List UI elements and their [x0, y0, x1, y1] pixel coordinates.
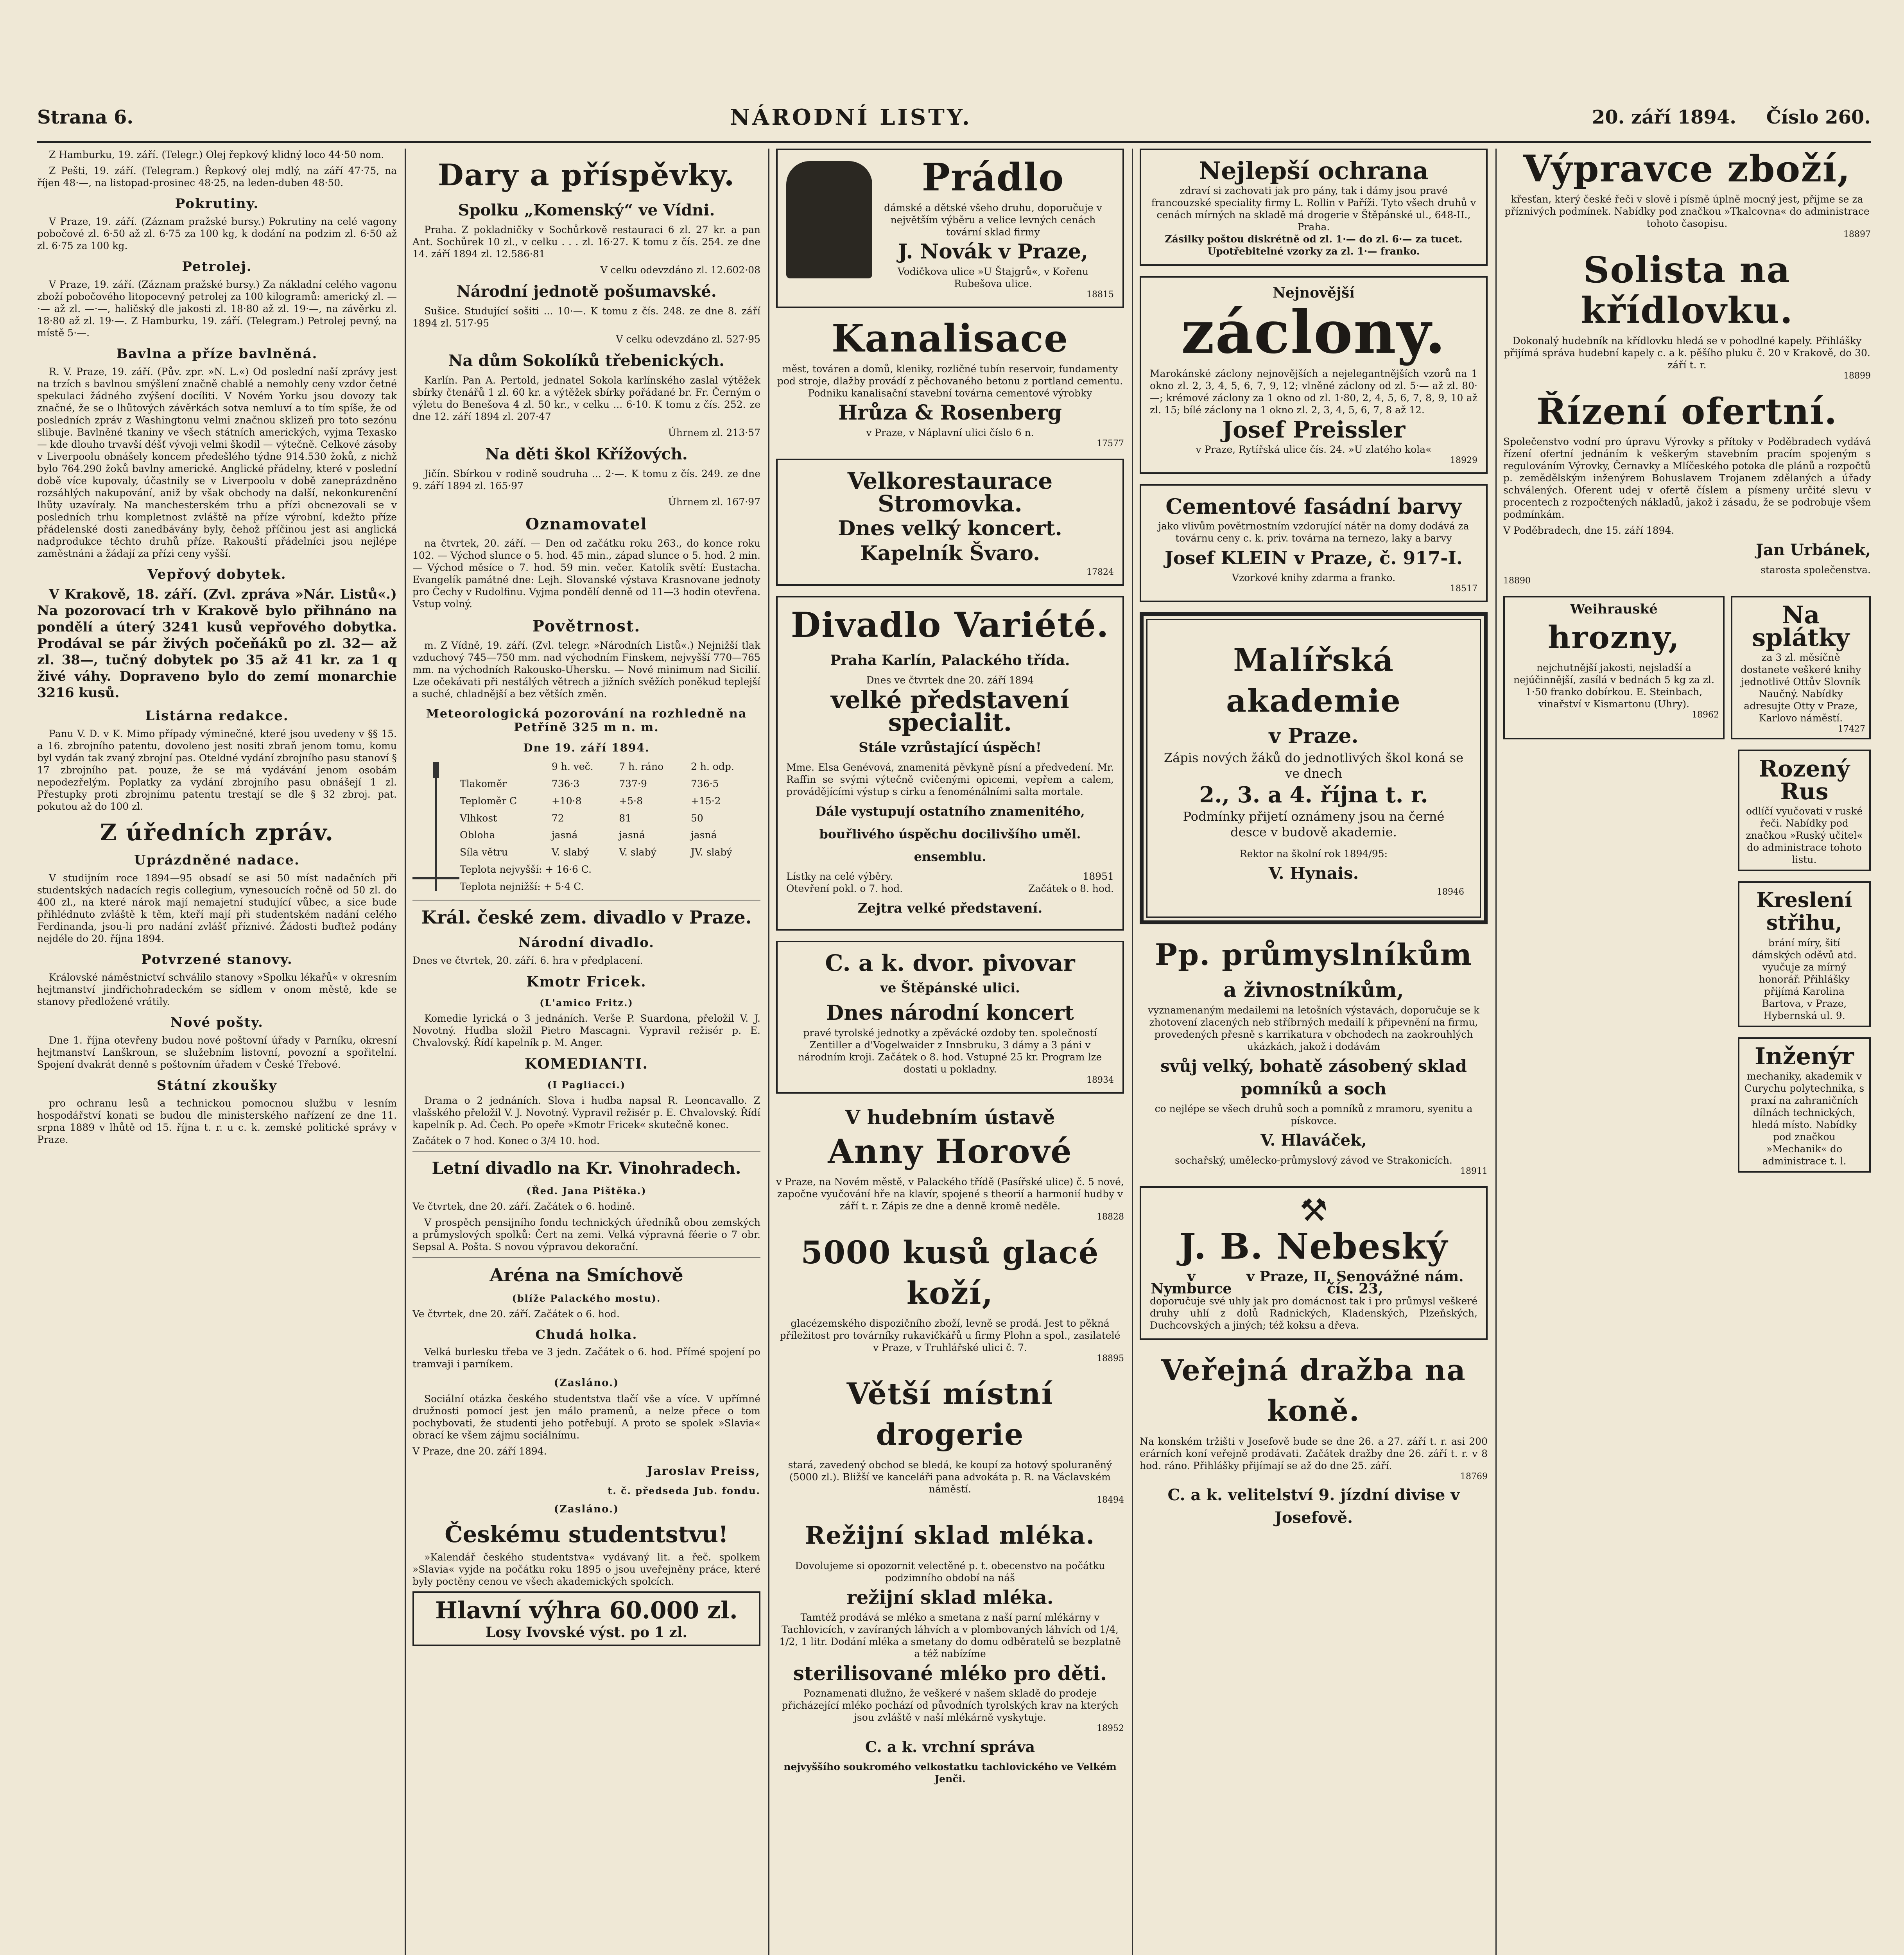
ad-strih: [1738, 881, 1871, 1027]
ad-title: Na splátky: [1752, 601, 1850, 652]
ad-text: V Poděbradech, dne 15. září 1894.: [1503, 525, 1675, 536]
market-report: V Praze, 19. září. (Záznam pražské bursy.) Pokrutiny na celé vagony pobočové zl. 6·50 až zl. 6·75 za 100 kg, k dodání na podzim zl. 6·50 až zl. 6·75 za 100 kg.: [37, 216, 397, 251]
ad-signature-text: nejvyššího soukromého velkostatku tachlovického ve Velkém Jenči.: [783, 1761, 1117, 1785]
ad-text: v Praze, na Novém městě, v Palackého třídě (Pasířské ulice) č. 5 nové, započne vyučování hře na klavír, spojené s theorií a harmonií hudby v září t. r. Zápis ze dne a denně kromě neděle.: [776, 1176, 1124, 1212]
ad-title: záclony.: [1181, 298, 1446, 367]
ad-text: Společenstvo vodní pro úpravu Výrovky s přítoky v Poděbradech vydává řízení ofertní jednáním k veškerým stavebním pracím spojeným s regulováním Výrovky, Černavky a Mlíčeského potoka dle plánů a rozpočtů p. zemědělským inženýrem Bohuslavem Trojanem zdělaných a úřady schválených. Oferent udej v ofertě číslem a písmeny určité slevu v procentech z rozpočtených nákladů, jakož i zásadu, že se podrobuje všem podmínkám.: [1503, 436, 1871, 520]
column-rule: [405, 149, 406, 1955]
column-5: [1503, 149, 1871, 1955]
ad-pradlo: [776, 149, 1124, 308]
ad-title: hrozny,: [1548, 619, 1680, 656]
table-cell: Teplota nejnižší: + 5·4 C.: [460, 881, 584, 892]
ad-title: 5000 kusů glacé koží,: [801, 1234, 1099, 1311]
masthead-title: NÁRODNÍ LISTY.: [730, 104, 972, 130]
ad-number: 18911: [1460, 1166, 1488, 1176]
column-header: 2 h. odp.: [691, 761, 734, 773]
issue-number: Číslo 260.: [1766, 106, 1871, 128]
column-rule: [1132, 149, 1133, 1955]
ad-title: Výpravce zboží,: [1523, 149, 1851, 190]
ad-title: Režijní sklad mléka.: [805, 1521, 1095, 1550]
ad-subtitle: Stále vzrůstající úspěch!: [859, 740, 1042, 755]
table-cell: +5·8: [619, 795, 643, 807]
ad-info: Začátek o 8. hod.: [1028, 883, 1114, 894]
market-report: V Krakově, 18. září. (Zvl. zpráva »Nár. Listů«.) Na pozorovací trh v Krakově bylo přihnáno na pondělí a úterý 3241 kusů vepřového dobytka. Prodával se pár živých počeňáků po zl. 32— až zl. 38—, tučný dobytek po 35 až 41 kr. za 1 q živé váhy. Dopraveno bylo do zemí monarchie 3216 kusů.: [37, 586, 397, 701]
ad-title: Divadlo Variété.: [791, 604, 1110, 645]
ad-title: J. B. Nebeský: [1179, 1226, 1449, 1267]
ad-text: pravé tyrolské jednotky a zpěvácké ozdoby ten. společností Zentiller a d'Vogelwaider z Innsbruku, 3 dámy a 3 páni v národním kroji. Začátek o 8. hod. Vstupné 25 kr. Program lze dostati u pokladny.: [798, 1027, 1102, 1075]
ad-firm: Josef Preissler: [1222, 416, 1406, 443]
subsection-heading: Nové pošty.: [170, 1015, 264, 1030]
lottery-ad: [412, 1591, 760, 1646]
ad-akademie: [1140, 612, 1488, 924]
ad-firm: J. Novák v Praze,: [898, 240, 1088, 264]
ad-text: Poznamenati dlužno, že veškeré v našem skladě do prodeje přicházející mléko pochází od původních tyrolských krav na kterých jsou zvláště v naší mlékárně vyskytuje.: [782, 1688, 1119, 1723]
table-cell: 736·5: [691, 778, 719, 790]
ad-zaclony: [1140, 276, 1488, 474]
ad-solista: [1503, 249, 1871, 381]
row-label: Tlakoměr: [460, 778, 507, 790]
donation-total: Úhrnem zl. 213·57: [668, 427, 760, 438]
ad-subtitle: Dnes velký koncert.: [838, 517, 1062, 540]
divider: [412, 1151, 760, 1152]
ad-vypravce: [1503, 149, 1871, 239]
ad-inzenyr: [1738, 1037, 1871, 1173]
weather-report: m. Z Vídně, 19. září. (Zvl. telegr. »Národních Listů«.) Nejnižší tlak vzduchový 745—750 mm. nad východním Finskem, nejvyšší 770—765 mm. na východních Rakousko-Uhersku. — Nové minimum nad Sicilií. Lze očekávati při nestálých větrech a jižních svěžích poněkud teplejší a suché, chladnější a bez větších změn.: [412, 640, 760, 699]
ad-signature: V. Hynais.: [1268, 864, 1359, 883]
ad-location: v Nymburce: [1151, 1268, 1232, 1297]
donation-heading: Národní jednotě pošumavské.: [456, 282, 717, 301]
donation-heading: Spolku „Komenský“ ve Vídni.: [458, 201, 715, 219]
table-row: [459, 861, 760, 878]
ad-name: Anny Horové: [828, 1132, 1072, 1171]
ad-firm: Josef KLEIN v Praze, č. 917-I.: [1165, 547, 1463, 569]
column-header: 7 h. ráno: [619, 761, 664, 773]
ad-number: 18517: [1450, 584, 1477, 594]
ad-title: Veřejná dražba na koně.: [1161, 1354, 1466, 1428]
ad-signature-role: starosta společenstva.: [1761, 564, 1871, 576]
ad-subtitle: sterilisované mléko pro děti.: [793, 1662, 1107, 1685]
ad-text: Vzorkové knihy zdarma a franko.: [1232, 572, 1396, 583]
ad-text: Dovolujeme si opozornit velectěné p. t. obecenstvo na počátku podzimního období na náš: [795, 1560, 1105, 1584]
ad-text: Zápis nových žáků do jednotlivých škol koná se ve dnech: [1164, 750, 1464, 781]
ad-line: Dnes ve čtvrtek dne 20. září 1894: [866, 674, 1034, 686]
theatre-heading: Letní divadlo na Kr. Vinohradech.: [432, 1159, 741, 1178]
ad-hrozny: [1503, 596, 1725, 739]
column-2: [412, 149, 760, 1955]
table-cell: V. slabý: [551, 847, 589, 858]
ad-signature: Jan Urbánek,: [1756, 541, 1871, 559]
ad-pivovar: [776, 941, 1124, 1094]
donation-entry: Sušice. Studující sošiti ... 10·—. K tomu z čís. 248. ze dne 8. září 1894 zl. 517·95: [412, 305, 760, 329]
ads-row: [1503, 596, 1871, 750]
ad-location: v Praze, II, Senovážné nám. čís. 23,: [1246, 1268, 1464, 1297]
ad-text: Na konském tržišti v Josefově bude se dne 26. a 27. září t. r. asi 200 erárních koní veřejně prodávati. Začátek dražby dne 26. září t. r. v 8 hod. ráno. Přihlášky přijímají se až do dne 25. září.: [1140, 1436, 1488, 1471]
ad-splatky: [1731, 596, 1871, 739]
ad-number: 18946: [1437, 887, 1464, 897]
page-number: Strana 6.: [37, 106, 134, 128]
table-header-row: [459, 758, 760, 775]
ad-text: jako vlivům povětrnostním vzdorující nátěr na domy dodává za továrnu ceny c. k. priv. továrna na ternezo, laky a barvy: [1158, 520, 1469, 544]
petrin-tower-illustration: [412, 762, 459, 891]
ad-text: Mme. Elsa Genévová, znamenitá pěvkyně písní a předvedení. Mr. Raffin se svými výtečně cvičenými opicemi, vepřem a calem, provádějícími výstup s cirku a fenoménálními salta mortale.: [786, 762, 1114, 797]
donation-heading: Na dům Sokolíků třebenických.: [448, 352, 725, 370]
ad-title: Řízení ofertní.: [1536, 391, 1838, 432]
ad-address: v Praze, Rytířská ulice čís. 24. »U zlatého kola«: [1196, 444, 1432, 455]
ad-prumyslnikum: [1140, 934, 1488, 1176]
ad-number: 17824: [1086, 567, 1114, 577]
ad-nebesky: [1140, 1186, 1488, 1340]
table-cell: 737·9: [619, 778, 647, 790]
donation-total: Úhrnem zl. 167·97: [668, 496, 760, 508]
ad-text: stará, zavedený obchod se bledá, ke koupí za hotový spoluraněný (5000 zl.). Bližší ve kanceláři pana advokáta p. R. na Václavském náměstí.: [788, 1459, 1112, 1495]
play-description: Velká burlesku třeba ve 3 jedn. Začátek o 6. hod. Přímé spojení po tramvaji i parníkem.: [412, 1346, 760, 1370]
theatre-line: Dnes ve čtvrtek, 20. září. 6. hra v předplacení.: [412, 955, 643, 966]
table-cell: jasná: [551, 829, 578, 841]
header-right: [1569, 106, 1871, 128]
ad-signature: C. a k. vrchní správa: [865, 1738, 1035, 1756]
ad-hudebni-ustav: [776, 1104, 1124, 1222]
ad-number: 18895: [1097, 1354, 1124, 1363]
ad-subtitle: a živnostníkům,: [1223, 978, 1404, 1002]
ad-text: glacézemského dispozičního zboží, levně se prodá. Jest to pěkná příležitost pro továrníky rukavičkářů u firmy Plohn a spol., zasilatelé v Praze, v Truhlářské ulici č. 7.: [780, 1318, 1121, 1353]
play-subtitle: (L'amico Fritz.): [540, 997, 633, 1008]
section-heading: Dary a příspěvky.: [437, 158, 735, 192]
ad-title: Prádlo: [922, 155, 1065, 199]
market-report: Z Pešti, 19. září. (Telegram.) Řepkový olej mdlý, na září 47·75, na říjen 48·—, na listopad-prosinec 48·25, na leden-duben 48·50.: [37, 165, 397, 188]
ad-number: 17577: [1097, 439, 1124, 448]
play-description: Drama o 2 jednáních. Slova i hudba napsal R. Leoncavallo. Z vlašského přeložil V. J. Novotný. Vypravil režisér p. E. Chvalovský. Řídí kapelník p. Ad. Čech. Po opeře »Kmotr Fricek« skutečně konec.: [412, 1095, 760, 1130]
signature-role: t. č. předseda Jub. fondu.: [608, 1485, 760, 1496]
meteo-date: Dne 19. září 1894.: [523, 741, 650, 754]
table-row: [459, 844, 760, 861]
subsection-heading: Státní zkoušky: [156, 1078, 278, 1093]
section-heading: Pokrutiny.: [175, 196, 259, 212]
ad-title: Velkorestaurace Stromovka.: [847, 468, 1053, 517]
ad-kanalisace: [776, 318, 1124, 448]
column-header: 9 h. več.: [551, 761, 593, 773]
theatre-line: Ve čtvrtek, dne 20. září. Začátek o 6. hodině.: [412, 1201, 635, 1212]
ad-number: 18934: [1086, 1075, 1114, 1085]
table-cell: +10·8: [551, 795, 582, 807]
market-report: V Praze, 19. září. (Záznam pražské bursy.) Za nákladní celého vagonu zboží pobočového litopocevný petrolej za 100 kilogramů: americký zl. —·— až zl. —·—, haličský dle jakosti zl. 18·80 až zl. 19·—, na závěrku zl. 18·80 až zl. 19·—. Z Hamburku, 19. září. (Telegram.) Petrolej pevný, na místě 5·—.: [37, 279, 397, 339]
editorial-note: Panu V. D. v K. Mimo případy výminečné, které jsou uvedeny v §§ 15. a 16. zbrojního patentu, dovoleno jest nositi zbraň jenom tomu, komu byl vydán tak zvaný zbrojní pas. Oteldné vydání zbrojního pasu stanoví § 17 zbrojního pat. pouze, že se má vydávání jenom osobám nepodezřelým. Poplatky za vydání zbrojního pasu obnášejí 1 zl. Přestupky proti zbrojnímu patentu trestají se dle § 32 zbroj. pat. pokutou až do 100 zl.: [37, 728, 397, 812]
donation-heading: Na děti škol Křížových.: [485, 445, 688, 463]
ad-title: Větší místní drogerie: [846, 1376, 1054, 1452]
donation-entry: Praha. Z pokladničky v Sochůrkově restauraci 6 zl. 27 kr. a pan Ant. Sochůrek 10 zl., v celku . . . zl. 16·27. K tomu z čís. 254. ze dne 14. září 1894 zl. 12.586·81: [412, 224, 760, 260]
ad-title: Kanalisace: [831, 318, 1069, 361]
column-rule: [768, 149, 769, 1955]
table-cell: +15·2: [691, 795, 721, 807]
subsection-heading: Uprázdněné nadace.: [134, 852, 300, 868]
section-heading: Listárna redakce.: [145, 708, 289, 724]
signature-place: V Praze, dne 20. září 1894.: [412, 1446, 547, 1457]
ad-rizeni: [1503, 391, 1871, 586]
section-heading: Povětrnost.: [532, 617, 641, 635]
ad-kicker: Weihrauské: [1570, 601, 1658, 617]
theatre-subheading: (Řed. Jana Pištěka.): [526, 1185, 647, 1196]
table-cell: V. slabý: [619, 847, 656, 858]
ad-number: 18815: [1086, 290, 1114, 300]
ad-title: Cementové fasádní barvy: [1165, 494, 1462, 519]
ad-title: Inženýr: [1754, 1043, 1854, 1070]
ad-number: 18951: [1083, 871, 1114, 882]
ad-number: 18899: [1843, 371, 1871, 381]
table-row: [459, 809, 760, 827]
ad-subtitle: Kapelník Švaro.: [860, 542, 1040, 565]
ad-text: doporučuje své uhly jak pro domácnost tak i pro průmysl veškeré druhy uhlí z dolů Radnických, Kladenských, Plzeňských, Duchcovských a jiných; též koksu a dřeva.: [1150, 1295, 1477, 1331]
play-description: V prospěch pensijního fondu technických úředníků obou zemských a průmyslových spolků: Čert na zemi. Velká výpravná féerie o 7 obr. Sepsal A. Pošta. S novou výpravou dekorační.: [412, 1217, 760, 1252]
row-label: Obloha: [460, 829, 495, 841]
ad-variete: [776, 596, 1124, 931]
lottery-tickets: Losy Ivovské výst. po 1 zl.: [485, 1624, 688, 1641]
ad-number: 18494: [1097, 1495, 1124, 1505]
theatre-heading: Král. české zem. divadlo v Praze.: [421, 907, 752, 928]
play-subtitle: (I Pagliacci.): [547, 1079, 626, 1090]
ad-dates: 2., 3. a 4. října t. r.: [1199, 782, 1428, 808]
calendar-notice: na čtvrtek, 20. září. — Den od začátku roku 263., do konce roku 102. — Východ slunce o 5. hod. 45 min., západ slunce o 5. hod. 2 min. — Východ měsíce o 7. hod. 59 min. večer. Katolík světí: Eustacha. Evangelík památné dne: Lejh. Slovanské výstava Krasnovane jednoty pro Čechy v Rudolfinu. Vyjma pondělí denně od 11—3 hodin otevřena. Vstup volný.: [412, 538, 760, 610]
ad-title: Nejlepší ochrana: [1199, 156, 1429, 185]
ad-text: Podmínky přijetí oznámeny jsou na černé desce v budově akademie.: [1183, 809, 1445, 839]
table-cell: jasná: [691, 829, 717, 841]
table-cell: 81: [619, 812, 632, 824]
ad-number: 18769: [1460, 1472, 1488, 1481]
ad-text: dámské a dětské všeho druhu, doporučuje v největším výběru a velice levných cenách tovární sklad firmy: [884, 202, 1102, 238]
ad-number: 17427: [1838, 724, 1865, 734]
meteo-table: [459, 758, 760, 895]
ad-text: Tamtéž prodává se mléko a smetana z naší parní mlékárny v Tachlovicích, v zavíraných láhvích a v plombovaných láhvích od 1/4, 1/2, 1 litr. Dodání mléka a smetany do domu odběratelů se bezplatně a též nabízíme: [779, 1612, 1121, 1659]
ad-subtitle: režijní sklad mléka.: [846, 1587, 1054, 1609]
column-4: [1140, 149, 1488, 1955]
ad-text: Marokánské záclony nejnovějších a nejelegantnějších vzorů na 1 okno zl. 2, 3, 4, 5, 6, 7, 9, 12; vlněné záclony od zl. 5·— až zl. 80·—; krémové záclony za 1 okno od zl. 1·80, 2, 4, 5, 6, 7, 8, 9, 10 až zl. 15; bílé záclony na 1 okno zl. 2, 3, 4, 5, 6, 7, 8 až 12.: [1150, 368, 1477, 416]
lottery-prize: Hlavní výhra 60.000 zl.: [435, 1597, 738, 1624]
play-title: Kmotr Fricek.: [526, 974, 647, 990]
ad-text: vyznamenaným medailemi na letošních výstavách, doporučuje se k zhotovení zlacených neb stříbrných medailí k připevnění na firmu, provedených přesně s karrikatura v obchodech na zaokrouhlých ukázkách, jakož i dodávám: [1148, 1004, 1479, 1052]
ad-number: 18962: [1692, 710, 1719, 720]
donation-entry: Karlín. Pan A. Pertold, jednatel Sokola karlínského zaslal výtěžek sbírky čtenářů 1 zl. 60 kr. a výtěžek sbírky pořádané br. Fr. Černým o výletu do Benešova 4 zl. 50 kr., v celku ... 6·10. K tomu z čís. 252. ze dne 12. září 1894 zl. 207·47: [412, 375, 760, 422]
ad-address: sochařský, umělecko-průmyslový závod ve Strakonicích.: [1175, 1155, 1452, 1166]
ad-locations: [1150, 1268, 1477, 1297]
table-row: [459, 827, 760, 844]
sent-in-label: (Zasláno.): [554, 1377, 619, 1389]
table-cell: JV. slabý: [691, 847, 732, 858]
column-rule: [1495, 149, 1497, 1955]
ad-number: 18890: [1503, 576, 1531, 586]
ad-rus: [1738, 750, 1871, 871]
ad-headline: Dnes národní koncert: [826, 1001, 1074, 1025]
ad-barvy: [1140, 484, 1488, 602]
ad-info: Lístky na celé výběry.: [786, 871, 893, 882]
market-report: R. V. Praze, 19. září. (Pův. zpr. »N. L.«) Od poslední naší zprávy jest na trzích s bavlnou smýšlení značně chablé a nemohly ceny vzdor četné spekulaci žádného zvýšení docíliti. V Novém Yorku jsou dovozy tak značné, že se o lhůtových závěrkách sotva nemluví a to tím spíše, že od posledních zpráv z Washingtonu velmi značnou sklizeň pro toto sezónu slibuje. Bavlněné tkaniny ve všech státních amerických, vyjma Texasko — kde dlouho trvavší déšť vývoji velmi škodil — výtečně. Celkové zásoby v Liverpoolu obnášely koncem předešlého týdne 914.530 žoků, z nichž bylo 764.290 žoků bavlny americké. Anglické přádelny, které v poslední době více kupovaly, účastnily se v Liverpoolu v době zaneprázdněno rozsáhlých nakupování, aniž by však obchody na další, nekonkurenční lhůty uzavíraly. Na manchesterském trhu a přízi obcnezovali se v posledních trhu kompletnost zvláště na příze výrobní, kdežto příze přádelenské dosti zanedbávány byly, čehož příčinou jest asi anglická nadprodukce těchto druhů příze. Rakouští přádelníci jsou nejlépe zaměstnáni a žádají za přízi ceny vyšší.: [37, 366, 397, 559]
ad-info: Otevření pokl. o 7. hod.: [786, 883, 903, 894]
play-title: Chudá holka.: [535, 1327, 638, 1342]
table-row: [459, 878, 760, 895]
ad-title: Solista na křídlovku.: [1581, 249, 1793, 332]
appeal-heading: Českému studentstvu!: [445, 1521, 728, 1548]
theatre-heading: Aréna na Smíchově: [489, 1264, 683, 1286]
ad-address: v Praze, v Náplavní ulici číslo 6 n.: [866, 427, 1034, 438]
section-heading: Vepřový dobytek.: [147, 567, 287, 582]
row-label: Vlhkost: [460, 812, 497, 824]
lady-figure-illustration: [786, 161, 872, 278]
ad-subtitle: Praha Karlín, Palackého třída.: [830, 652, 1070, 669]
donation-total: V celku odevzdáno zl. 527·95: [616, 334, 760, 345]
ad-subtitle: ve Štěpánské ulici.: [880, 980, 1020, 996]
ad-text: brání míry, šití dámských oděvů atd. vyučuje za mírný honorář. Přihlášky přijímá Karolina Bartova, v Praze, Hybernská ul. 9.: [1752, 937, 1857, 1021]
ad-firm: Hrůza & Rosenberg: [838, 401, 1062, 425]
ad-number: 18828: [1097, 1212, 1124, 1222]
signature-name: Jaroslav Preiss,: [647, 1464, 760, 1478]
ad-line: Zejtra velké představení.: [857, 900, 1043, 916]
meteo-heading: Meteorologická pozorování na rozhledně na Petříně 325 m n. m.: [426, 707, 747, 734]
ad-text: co nejlépe se všech druhů soch a pomníků z mramoru, syenitu a pískovce.: [1155, 1103, 1473, 1126]
hammers-icon: ⚒: [1300, 1192, 1328, 1229]
ad-kicker: Nejnovější: [1273, 285, 1355, 301]
ad-signature: C. a k. velitelství 9. jízdní divise v Josefově.: [1167, 1486, 1460, 1527]
row-label: Teploměr C: [460, 795, 517, 807]
ad-ochrana: [1140, 149, 1488, 266]
ad-drogerie: [776, 1374, 1124, 1505]
ad-info-row: [786, 882, 1114, 895]
ad-number: 18952: [1097, 1724, 1124, 1733]
ad-stromovka: [776, 459, 1124, 586]
ad-line: Dále vystupují ostatního znamenitého, bouřlivého úspěchu docilivšího uměl. ensemblu.: [815, 804, 1085, 864]
ad-text: odlíčí vyučovati v ruské řeči. Nabídky pod značkou »Ruský učitel« do administrace tohoto listu.: [1746, 805, 1863, 865]
ad-firm: V. Hlaváček,: [1260, 1131, 1367, 1150]
theatre-subheading: Národní divadlo.: [518, 935, 655, 951]
column-1: [37, 149, 397, 1955]
sent-in-label: (Zasláno.): [554, 1503, 619, 1515]
theatre-line: Ve čtvrtek, dne 20. září. Začátek o 6. hod.: [412, 1308, 620, 1320]
ad-title: C. a k. dvor. pivovar: [825, 950, 1075, 976]
ad-glace: [776, 1232, 1124, 1363]
table-cell: 50: [691, 812, 703, 824]
market-report: Z Hamburku, 19. září. (Telegr.) Olej řepkový klidný loco 44·50 nom.: [49, 149, 384, 160]
row-label: Síla větru: [460, 847, 508, 858]
ad-text: měst, továren a domů, kleniky, rozličné tubín reservoir, fundamenty pod stroje, dlažby provádí z pěchovaného betonu z portland cementu. Podniku kanalisační stavební továrna cementové výrobky: [777, 363, 1123, 399]
column-3: [776, 149, 1124, 1955]
subsection-heading: Potvrzené stanovy.: [141, 952, 293, 967]
ad-text: Rektor na školní rok 1894/95:: [1239, 848, 1388, 859]
ad-line: svůj velký, bohatě zásobený sklad pomníků a soch: [1160, 1056, 1467, 1098]
divider: [412, 1257, 760, 1258]
table-cell: jasná: [619, 829, 645, 841]
donation-total: V celku odevzdáno zl. 12.602·08: [600, 264, 760, 276]
table-cell: Teplota nejvyšší: + 16·6 C.: [460, 863, 592, 875]
ad-text: mechaniky, akademik v Curychu polytechnika, s praxí na zahraničních dílnách technických, hledá místo. Nabídky pod značkou »Mechanik« do administrace t. l.: [1744, 1071, 1865, 1167]
table-row: [459, 793, 760, 810]
play-title: KOMEDIANTI.: [524, 1056, 649, 1072]
ad-text: Dokonalý hudebník na křídlovku hledá se v pohodlné kapely. Přihlášky přijímá správa hudební kapely c. a k. pěšího pluku č. 20 v Krakově, do 30. září t. r.: [1504, 335, 1870, 371]
ad-text: Zásilky poštou diskrétně od zl. 1·— do zl. 6·— za tucet. Upotřebitelné vzorky za zl. 1·— franko.: [1165, 233, 1463, 257]
ad-text: zdraví si zachovati jak pro pány, tak i dámy jsou pravé francouzské speciality firmy L. Rollin v Paříži. Tyto všech druhů v cenách mírných na skladě má drogerie v Štěpánské ul., 648-II., Praha.: [1151, 185, 1476, 233]
theatre-time: Začátek o 7 hod. Konec o 3/4 10. hod.: [412, 1135, 600, 1146]
official-notice: Královské náměstnictví schválilo stanovy »Spolku lékařů« v okresním hejtmanství jindřichohradeckém se sídlem v onom městě, kde se stanovy předložené vrátily.: [37, 972, 397, 1007]
ad-info-row: [786, 870, 1114, 882]
ad-title: Rozený Rus: [1759, 755, 1850, 805]
ad-drazba: [1140, 1350, 1488, 1532]
ad-text: křesťan, který české řeči v slově i písmě úplně mocný jest, přijme se za příznivých podmínek. Nabídky pod značkou »Tkalcovna« do administrace tohoto časopisu.: [1504, 194, 1870, 229]
sent-in-text: Sociální otázka českého studentstva tlačí vše a více. V upřímné družnosti pomocí jest jen málo pramenů, a nelze přece o tom pochybovati, že studenti jeho potřebují. A proto se spolek »Slavia« obrací ke všem zájmu sociálnímu.: [412, 1393, 760, 1441]
table-cell: 736·3: [551, 778, 580, 790]
table-row: [459, 775, 760, 793]
section-heading: Bavlna a příze bavlněná.: [116, 346, 318, 362]
ad-subtitle: v Praze.: [1269, 724, 1359, 748]
ad-text: za 3 zl. měsíčně dostanete veškeré knihy jednotlivé Ottův Slovník Naučný. Nabídky adresujte Otty v Praze, Karlovo náměstí.: [1740, 652, 1861, 724]
ad-headline: velké představení specialit.: [831, 685, 1069, 737]
theatre-subheading: (blíže Palackého mostu).: [512, 1293, 661, 1304]
ad-title: Kreslení střihu,: [1756, 888, 1852, 935]
play-description: Komedie lyrická o 3 jednáních. Verše P. Suardona, přeložil V. J. Novotný. Hudba složil Pietro Mascagni. Vypravil režisér p. E. Chvalovský. Řídí kapelník p. M. Anger.: [412, 1013, 760, 1048]
newspaper-page: [37, 94, 1871, 1955]
issue-date: 20. září 1894.: [1592, 106, 1736, 128]
donation-entry: Jičín. Sbírkou v rodině soudruha ... 2·—. K tomu z čís. 249. ze dne 9. září 1894 zl. 165·97: [412, 468, 760, 491]
section-heading: Z úředních zpráv.: [100, 819, 334, 846]
section-heading: Oznamovatel: [525, 515, 647, 533]
page-header: [37, 94, 1871, 143]
ad-address: Vodičkova ulice »U Štajgrů«, v Kořenu Rubešova ulice.: [897, 266, 1089, 289]
ad-title: V hudebním ústavě: [845, 1106, 1055, 1129]
appeal-text: »Kalendář českého studentstva« vydávaný lit. a řeč. spolkem »Slavia« vyjde na počátku roku 1895 o jsou uveřejněny práce, které byly poctěny cenou ve všech akademických spolcích.: [412, 1551, 760, 1587]
section-heading: Petrolej.: [182, 259, 252, 274]
ad-mleko: [776, 1515, 1124, 1785]
ad-title: Pp. průmyslníkům: [1155, 937, 1473, 972]
ad-number: 18897: [1843, 230, 1871, 239]
official-notice: pro ochranu lesů a technickou pomocnou službu v lesním hospodářství konati se budou dle ministerského nařízení ze dne 11. srpna 1889 v lhůtě od 15. října t. r. u c. k. zemské politické správy v Praze.: [37, 1098, 397, 1145]
official-notice: V studijním roce 1894—95 obsadí se asi 50 míst nadačních při studentských nadacích regis collegium, vynesoucích ročně od 50 zl. do 400 zl., na které nárok mají nemajetní studující vůbec, a sice bude přihlédnuto zvláště k těm, kteří mají při studentském nadání celého Ferdinanda, jsou-li pro nadání zvlášť příznivé. Žádosti buďtež podány nejdéle do 20. října 1894.: [37, 872, 397, 944]
ad-title: Malířská akademie: [1226, 642, 1401, 719]
official-notice: Dne 1. října otevřeny budou nové poštovní úřady v Parníku, okresní hejtmanství Lanškroun, se služebním listovní, povozní a spořitelní. Spojení dvakrát denně s poštovním úřadem v České Třebové.: [37, 1035, 397, 1070]
table-cell: 72: [551, 812, 564, 824]
ad-text: nejchutnější jakosti, nejsladší a nejúčinnější, zasílá v bednách 5 kg za zl. 1·50 franko dobírkou. E. Steinbach, vinařství v Kismartonu (Uhry).: [1513, 662, 1714, 710]
ad-number: 18929: [1450, 456, 1477, 465]
meteo-block: [412, 758, 760, 895]
